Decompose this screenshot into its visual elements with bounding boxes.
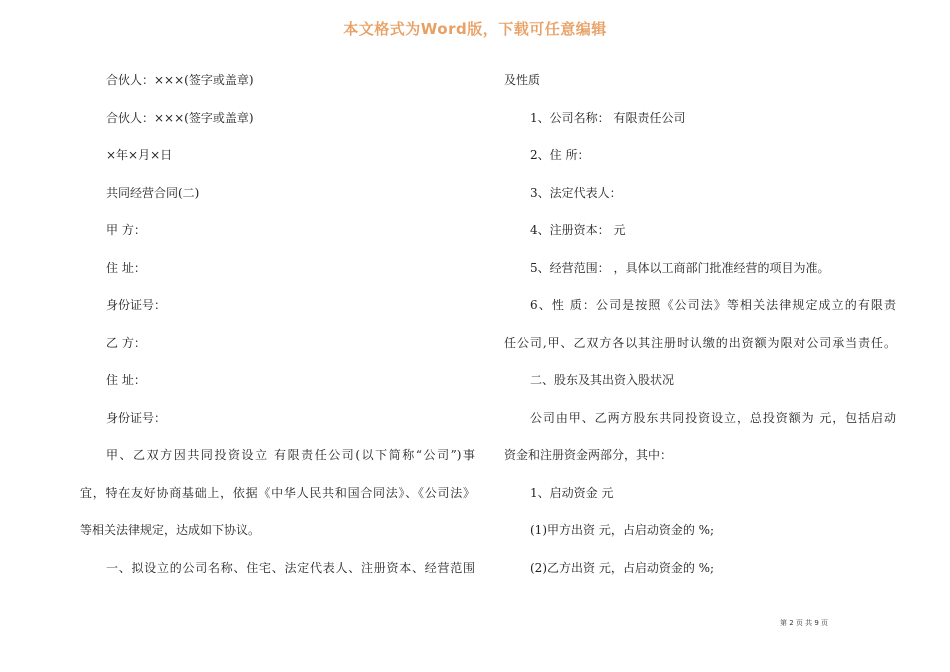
- section-heading-continued: 及性质: [504, 73, 541, 87]
- party-b-id: 身份证号：: [106, 410, 167, 425]
- company-nature-item: 6、性 质：公司是按照《公司法》等相关法律规定成立的有限责: [530, 298, 896, 312]
- party-b-contribution: (2)乙方出资 元，占启动资金的 %;: [530, 560, 715, 575]
- party-a-id: 身份证号：: [106, 298, 167, 312]
- section-heading-1: 一、拟设立的公司名称、住宅、法定代表人、注册资本、经营范围: [106, 560, 475, 575]
- section-heading-2: 二、股东及其出资入股状况: [530, 373, 675, 387]
- business-scope-item: 5、经营范围： ，具体以工商部门批准经营的项目为准。: [530, 260, 830, 275]
- paragraph-line: 等相关法律规定，达成如下协议。: [80, 523, 261, 537]
- party-a-address: 住 址：: [106, 260, 146, 275]
- investment-paragraph-continued: 资金和注册资金两部分，其中：: [504, 448, 673, 462]
- contract-title: 共同经营合同(二): [106, 185, 200, 200]
- right-column: [504, 62, 896, 587]
- date-line: ×年×月×日: [106, 148, 173, 162]
- company-name-item: 1、公司名称： 有限责任公司: [530, 110, 686, 125]
- registered-capital-item: 4、注册资本： 元: [530, 223, 626, 237]
- legal-representative-item: 3、法定代表人：: [530, 185, 622, 200]
- partner-signature-line: 合伙人：×××(签字或盖章): [106, 110, 254, 125]
- left-column: [80, 62, 475, 587]
- download-banner: 本文格式为Word版，下载可任意编辑: [343, 20, 607, 38]
- party-b-address: 住 址：: [106, 373, 146, 387]
- startup-capital-item: 1、启动资金 元: [530, 485, 614, 500]
- party-b-label: 乙 方：: [106, 335, 146, 350]
- paragraph-line: 甲、乙双方因共同投资设立 有限责任公司(以下简称“公司”)事: [106, 448, 475, 462]
- company-nature-continued: 任公司,甲、乙双方各以其注册时认缴的出资额为限对公司承当责任。: [504, 335, 896, 350]
- paragraph-line: 宜，特在友好协商基础上，依据《中华人民共和国合同法》、《公司法》: [80, 485, 475, 500]
- company-address-item: 2、住 所：: [530, 148, 590, 162]
- investment-paragraph: 公司由甲、乙两方股东共同投资设立，总投资额为 元，包括启动: [530, 410, 896, 425]
- party-a-contribution: (1)甲方出资 元，占启动资金的 %;: [530, 523, 715, 537]
- party-a-label: 甲 方：: [106, 223, 146, 237]
- page-number: 第 2 页 共 9 页: [780, 619, 829, 627]
- partner-signature-line: 合伙人：×××(签字或盖章): [106, 73, 254, 87]
